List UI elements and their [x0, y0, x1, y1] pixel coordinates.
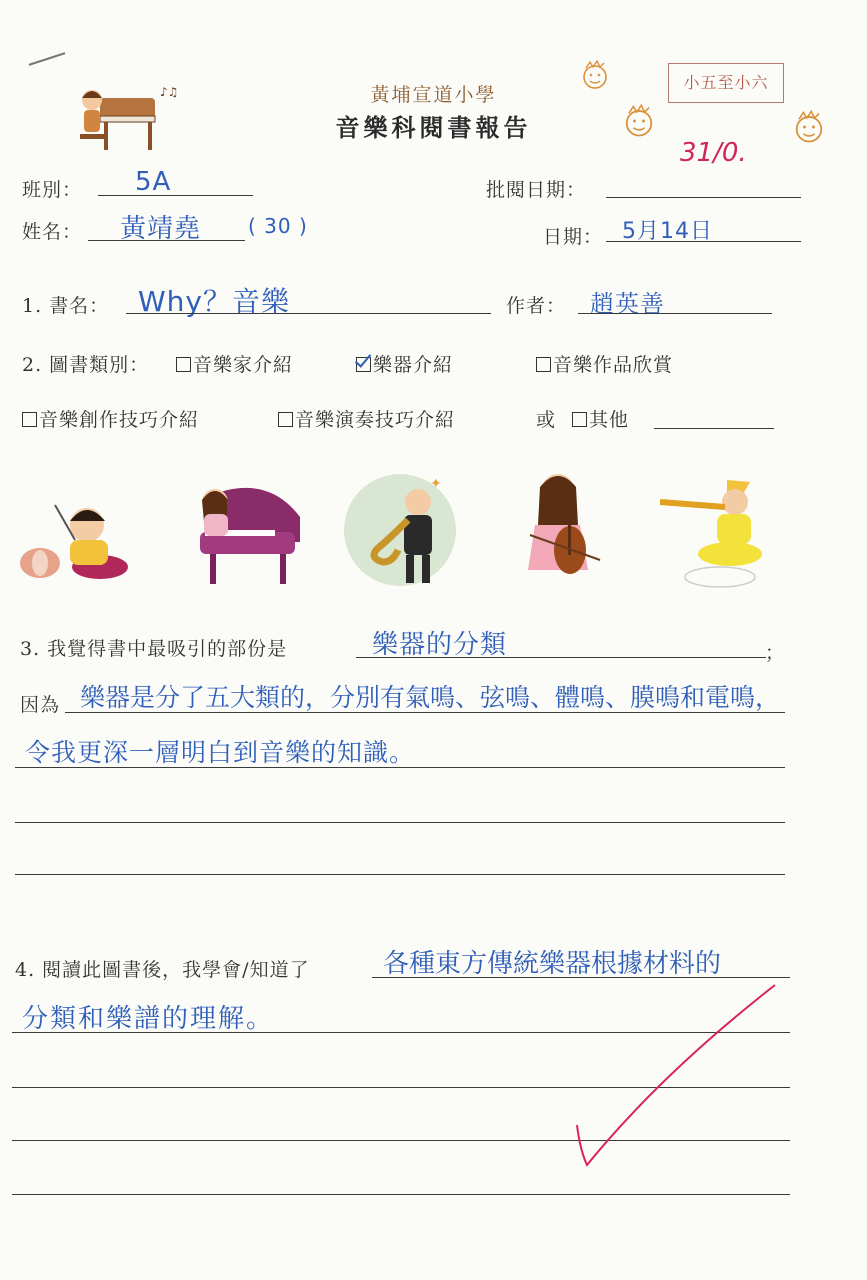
checkbox[interactable] [176, 357, 191, 372]
q3-blank-line-2 [15, 874, 785, 875]
svg-text:♪♫: ♪♫ [160, 85, 179, 99]
school-name: 黃埔宣道小學 [370, 84, 497, 106]
class-value[interactable]: 5A [135, 167, 172, 197]
name-label: 姓名： [22, 221, 83, 243]
q2-label: 2. 圖書類別： [22, 354, 150, 376]
option-musician-intro[interactable]: 音樂家介紹 [176, 350, 293, 377]
q3-reason-underline-1 [65, 712, 785, 713]
q4-blank-line-3 [12, 1194, 790, 1195]
review-date-label: 批閱日期： [486, 179, 587, 201]
class-label: 班別： [22, 179, 83, 201]
option-performance-skills[interactable]: 音樂演奏技巧介紹 [278, 405, 455, 432]
q4-answer-line-1[interactable]: 各種東方傳統樂器根據材料的 [383, 949, 722, 979]
date-value[interactable]: 5月14日 [622, 219, 713, 244]
other-underline [654, 428, 774, 429]
class-number-value: ( 30 ) [248, 214, 308, 238]
piano-girl-icon [180, 472, 305, 590]
cello-girl-icon [510, 465, 610, 590]
q4-answer-line-2[interactable]: 分類和樂譜的理解。 [22, 1004, 275, 1034]
q3-label: 3. 我覺得書中最吸引的部份是 [20, 638, 288, 660]
smiley-face-icon [620, 102, 658, 140]
author-value[interactable]: 趙英善 [590, 290, 665, 318]
q4-label: 4. 閱讀此圖書後，我學會/知道了 [15, 959, 310, 981]
q3-answer-underline [356, 657, 766, 658]
book-title-value[interactable]: Why？音樂 [138, 285, 291, 318]
conductor-child-icon [15, 485, 135, 590]
date-label: 日期： [543, 226, 604, 248]
option-instrument-intro[interactable]: 樂器介紹 [356, 350, 453, 377]
q3-reason-line-1[interactable]: 樂器是分了五大類的，分別有氣鳴、弦鳴、體鳴、膜鳴和電鳴， [80, 683, 781, 712]
q3-semicolon: ； [765, 642, 786, 664]
flute-boy-icon [655, 472, 765, 590]
svg-text:✦: ✦ [430, 476, 442, 492]
review-date-underline [606, 197, 801, 198]
option-music-appreciation[interactable]: 音樂作品欣賞 [536, 350, 673, 377]
class-underline [98, 195, 253, 196]
checkbox[interactable] [536, 357, 551, 372]
name-value[interactable]: 黃靖堯 [120, 214, 202, 244]
checkbox-checked[interactable] [356, 357, 371, 372]
grade-range-stamp: 小五至小六 [668, 63, 784, 103]
book-title-underline [126, 313, 491, 314]
teacher-score: 31/0. [680, 138, 747, 168]
q3-answer[interactable]: 樂器的分類 [372, 630, 508, 660]
pencil-mark [29, 52, 66, 66]
smiley-face-icon [790, 108, 828, 146]
q1-label: 1. 書名： [22, 295, 110, 317]
date-underline [606, 241, 801, 242]
option-other[interactable]: 其他 [572, 405, 629, 432]
q3-reason-underline-2 [15, 767, 785, 768]
author-label: 作者： [506, 295, 567, 317]
q3-blank-line-1 [15, 822, 785, 823]
smiley-face-icon [578, 58, 612, 92]
or-label: 或 [536, 409, 557, 431]
checkbox[interactable] [22, 412, 37, 427]
saxophone-player-icon [338, 470, 463, 590]
q3-reason-line-2[interactable]: 令我更深一層明白到音樂的知識。 [25, 738, 416, 767]
option-composition-skills[interactable]: 音樂創作技巧介紹 [22, 405, 199, 432]
teacher-checkmark-icon [565, 975, 785, 1175]
checkbox[interactable] [278, 412, 293, 427]
name-underline [88, 240, 245, 241]
because-label: 因為 [20, 694, 61, 716]
author-underline [578, 313, 772, 314]
checkbox[interactable] [572, 412, 587, 427]
form-title: 音樂科閱書報告 [335, 113, 532, 142]
